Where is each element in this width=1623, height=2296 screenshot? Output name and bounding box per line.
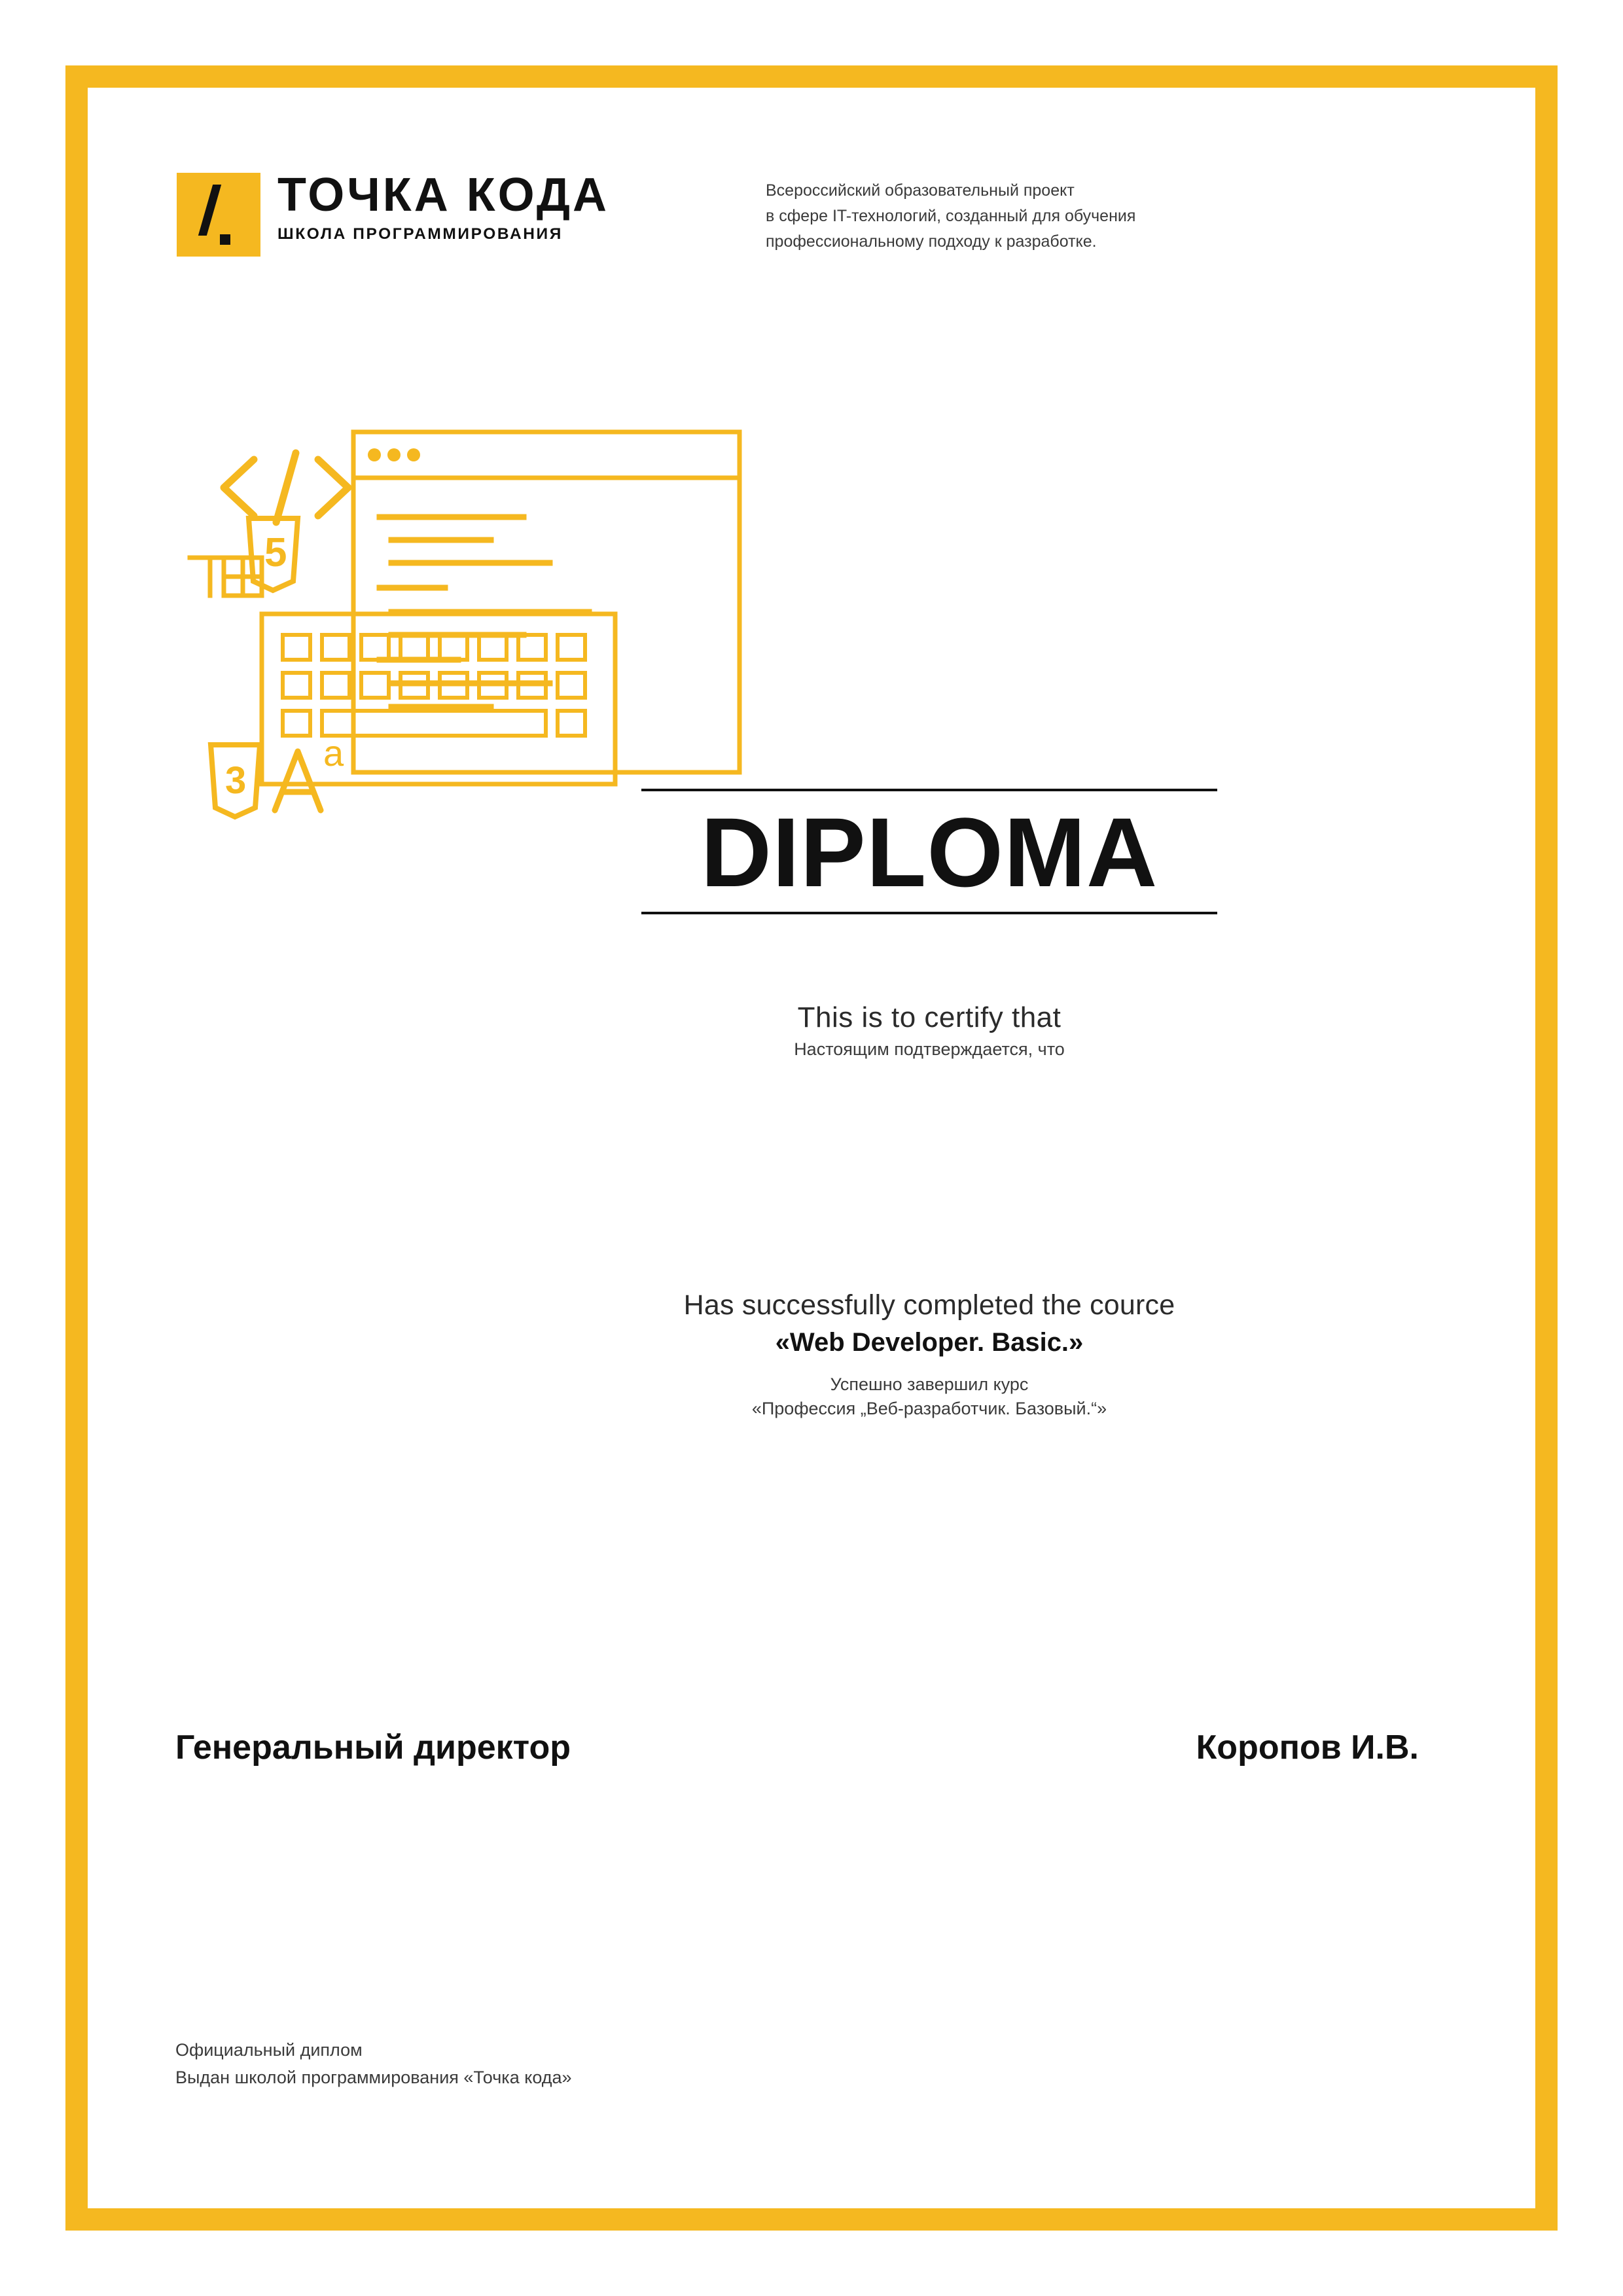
logo-title: ТОЧКА КОДА — [277, 169, 610, 221]
signature-row — [175, 1728, 1419, 1767]
svg-text:a: a — [323, 732, 344, 774]
diploma-title-block — [628, 789, 1230, 914]
completed-text-en: Has successfully completed the cource — [683, 1289, 1175, 1321]
svg-text:5: 5 — [264, 530, 287, 575]
logo-subtitle: ШКОЛА ПРОГРАММИРОВАНИЯ — [277, 225, 563, 243]
diploma-rule-top — [641, 789, 1217, 791]
course-name-ru: «Профессия „Веб-разработчик. Базовый.“» — [751, 1399, 1107, 1418]
course-name-en: «Web Developer. Basic.» — [775, 1328, 1084, 1357]
header — [177, 171, 1433, 257]
illustration — [183, 419, 955, 1073]
logo-mark-icon — [177, 173, 260, 257]
course-block — [537, 1289, 1322, 1419]
signature-role: Генеральный директор — [175, 1729, 571, 1767]
header-description — [766, 178, 1135, 254]
header-description-line-3: профессиональному подходу к разработке. — [766, 232, 1097, 251]
diploma-title: DIPLOMA — [700, 797, 1158, 907]
header-description-line-1: Всероссийский образовательный проект — [766, 181, 1075, 200]
certify-text-en: This is to certify that — [797, 1001, 1061, 1033]
footer — [175, 2037, 572, 2092]
brand-logo — [177, 171, 753, 257]
certify-block — [537, 1001, 1322, 1060]
certificate-border-inner — [97, 97, 1526, 2199]
header-description-line-2: в сфере IT-технологий, созданный для обучения — [766, 206, 1136, 225]
diploma-rule-bottom — [641, 912, 1217, 914]
footer-line-2: Выдан школой программирования «Точка кода» — [175, 2067, 572, 2087]
certify-text-ru: Настоящим подтверждается, что — [794, 1039, 1065, 1059]
footer-line-1: Официальный диплом — [175, 2040, 363, 2060]
completed-text-ru: Успешно завершил курс — [830, 1374, 1029, 1394]
svg-text:3: 3 — [225, 759, 247, 802]
signature-name: Коропов И.В. — [1196, 1729, 1419, 1767]
logo-text — [277, 171, 609, 243]
